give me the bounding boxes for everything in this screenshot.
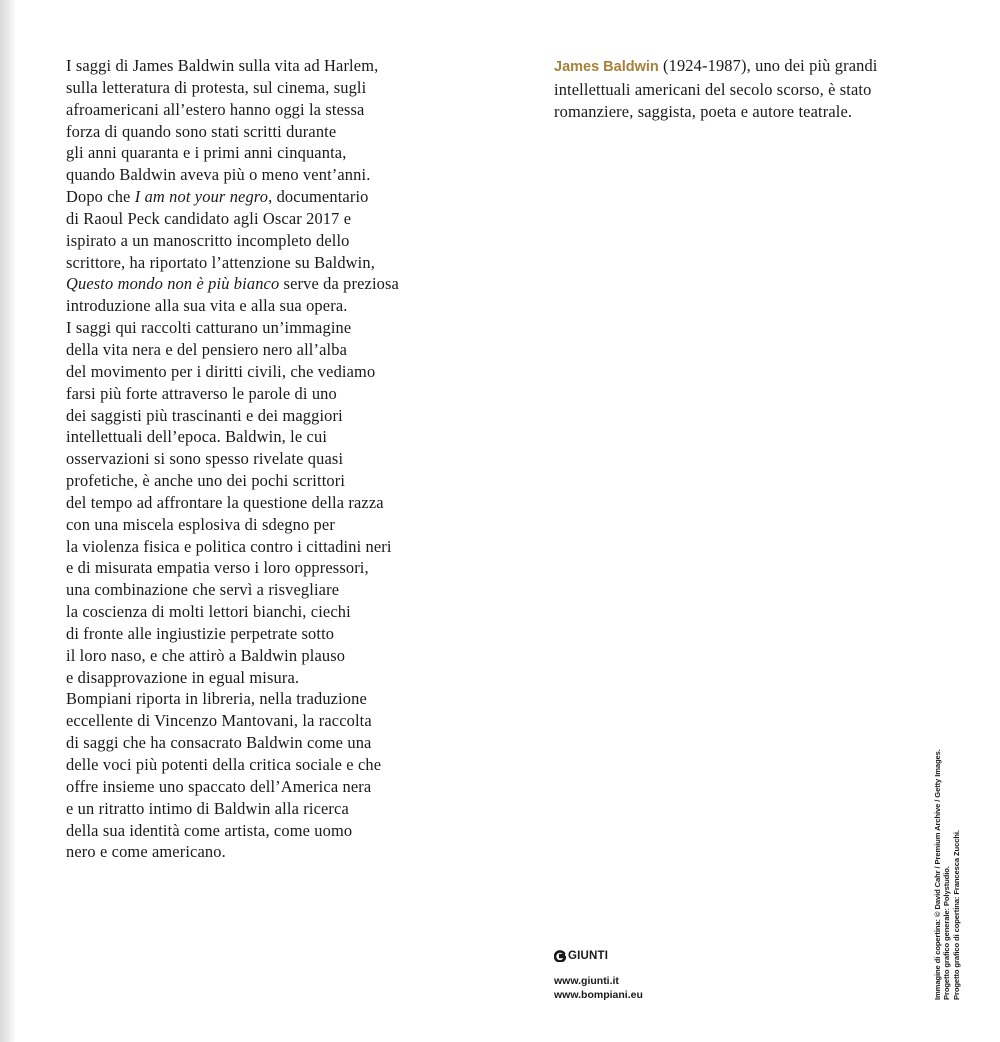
blurb-text: introduzione alla sua vita e alla sua opera.: [66, 296, 348, 316]
blurb-text: e un ritratto intimo di Baldwin alla ricerca: [66, 798, 349, 818]
blurb-line: [66, 514, 456, 536]
back-cover-blurb: [66, 55, 456, 863]
blurb-text: di saggi che ha consacrato Baldwin come una: [66, 733, 372, 753]
blurb-line: [66, 667, 456, 689]
italic-title: I am not your negro: [134, 187, 269, 207]
blurb-text: il loro naso, e che attirò a Baldwin plauso: [66, 645, 346, 665]
blurb-text: ispirato a un manoscritto incompleto dello: [66, 230, 350, 250]
blurb-line: [66, 492, 456, 514]
blurb-line: [66, 164, 456, 186]
giunti-logo: [554, 948, 643, 964]
publisher-block: [554, 948, 643, 1002]
blurb-line: [66, 645, 456, 667]
image-credits: [933, 749, 961, 1000]
blurb-text: osservazioni si sono spesso rivelate quasi: [66, 449, 344, 469]
blurb-text: , documentario: [268, 187, 369, 207]
giunti-url[interactable]: www.giunti.it: [554, 975, 619, 987]
blurb-line: [66, 623, 456, 645]
blurb-text: eccellente di Vincenzo Mantovani, la raccolta: [66, 711, 372, 731]
blurb-text: scrittore, ha riportato l’attenzione su Baldwin,: [66, 252, 375, 272]
blurb-text: di fronte alle ingiustizie perpetrate sotto: [66, 623, 335, 643]
blurb-text: farsi più forte attraverso le parole di uno: [66, 383, 337, 403]
author-dates: (1924-1987), uno dei più grandi: [658, 56, 878, 75]
blurb-line: [66, 383, 456, 405]
blurb-text: la violenza fisica e politica contro i cittadini neri: [66, 536, 392, 556]
cover-design-credit: Progetto grafico di copertina: Francesca Zucchi.: [951, 830, 961, 1000]
bompiani-url[interactable]: www.bompiani.eu: [554, 989, 643, 1001]
author-bio: [554, 55, 954, 123]
general-design-credit: Progetto grafico generale: Polystudio.: [942, 866, 952, 1000]
blurb-text: e di misurata empatia verso i loro oppressori,: [66, 558, 369, 578]
giunti-logo-text: GIUNTI: [568, 950, 609, 962]
blurb-text: la coscienza di molti lettori bianchi, ciechi: [66, 602, 351, 622]
blurb-text: sulla letteratura di protesta, sul cinema, sugli: [66, 77, 367, 97]
blurb-text: e disapprovazione in egual misura.: [66, 667, 300, 687]
blurb-text: gli anni quaranta e i primi anni cinquanta,: [66, 143, 347, 163]
blurb-line: [66, 426, 456, 448]
blurb-line: [66, 317, 456, 339]
blurb-line: [66, 361, 456, 383]
blurb-text: quando Baldwin aveva più o meno vent’anni.: [66, 165, 371, 185]
blurb-line: [66, 252, 456, 274]
author-bio-line: [554, 55, 954, 79]
blurb-text: con una miscela esplosiva di sdegno per: [66, 514, 335, 534]
blurb-line: [66, 688, 456, 710]
blurb-line: [66, 55, 456, 77]
blurb-text: della sua identità come artista, come uomo: [66, 820, 353, 840]
blurb-line: [66, 732, 456, 754]
blurb-text: una combinazione che servì a risvegliare: [66, 580, 340, 600]
blurb-line: [66, 186, 456, 208]
blurb-text: afroamericani all’estero hanno oggi la stessa: [66, 99, 365, 119]
author-bio-line: romanziere, saggista, poeta e autore teatrale.: [554, 101, 853, 121]
author-bio-line: intellettuali americani del secolo scorso, è stato: [554, 79, 872, 99]
blurb-line: [66, 579, 456, 601]
blurb-line: [66, 798, 456, 820]
blurb-text: Dopo che: [66, 187, 135, 207]
blurb-text: offre insieme uno spaccato dell’America nera: [66, 776, 372, 796]
blurb-line: [66, 470, 456, 492]
blurb-text: Bompiani riporta in libreria, nella traduzione: [66, 689, 367, 709]
blurb-line: [66, 339, 456, 361]
publisher-urls: [554, 974, 643, 1002]
blurb-text: intellettuali dell’epoca. Baldwin, le cui: [66, 427, 328, 447]
blurb-line: [66, 776, 456, 798]
blurb-text: di Raoul Peck candidato agli Oscar 2017 e: [66, 208, 352, 228]
blurb-line: [66, 754, 456, 776]
blurb-line: [66, 230, 456, 252]
blurb-line: [66, 405, 456, 427]
blurb-line: [66, 121, 456, 143]
blurb-line: [66, 557, 456, 579]
blurb-text: del tempo ad affrontare la questione della razza: [66, 492, 384, 512]
blurb-line: [66, 448, 456, 470]
blurb-line: [66, 841, 456, 863]
blurb-line: [66, 77, 456, 99]
blurb-text: nero e come americano.: [66, 842, 226, 862]
blurb-text: I saggi qui raccolti catturano un’immagine: [66, 318, 352, 338]
blurb-line: [66, 710, 456, 732]
blurb-line: [66, 208, 456, 230]
giunti-g-icon: [554, 950, 566, 962]
cover-image-credit: Immagine di copertina: © David Cahr / Premium Archive / Getty Images.: [933, 749, 942, 1000]
blurb-line: [66, 820, 456, 842]
blurb-line: [66, 601, 456, 623]
italic-title: Questo mondo non è più bianco: [66, 274, 280, 294]
blurb-line: [66, 273, 456, 295]
blurb-text: forza di quando sono stati scritti durante: [66, 121, 337, 141]
blurb-line: [66, 295, 456, 317]
blurb-line: [66, 142, 456, 164]
page-edge-shadow: [0, 0, 16, 1042]
blurb-text: della vita nera e del pensiero nero all’alba: [66, 339, 348, 359]
blurb-text: profetiche, è anche uno dei pochi scrittori: [66, 471, 346, 491]
blurb-text: del movimento per i diritti civili, che vediamo: [66, 361, 376, 381]
blurb-text: serve da preziosa: [279, 274, 399, 294]
blurb-text: I saggi di James Baldwin sulla vita ad Harlem,: [66, 56, 379, 75]
blurb-line: [66, 99, 456, 121]
blurb-text: dei saggisti più trascinanti e dei maggiori: [66, 405, 343, 425]
blurb-text: delle voci più potenti della critica sociale e che: [66, 755, 382, 774]
blurb-line: [66, 536, 456, 558]
author-name: James Baldwin: [554, 59, 659, 75]
